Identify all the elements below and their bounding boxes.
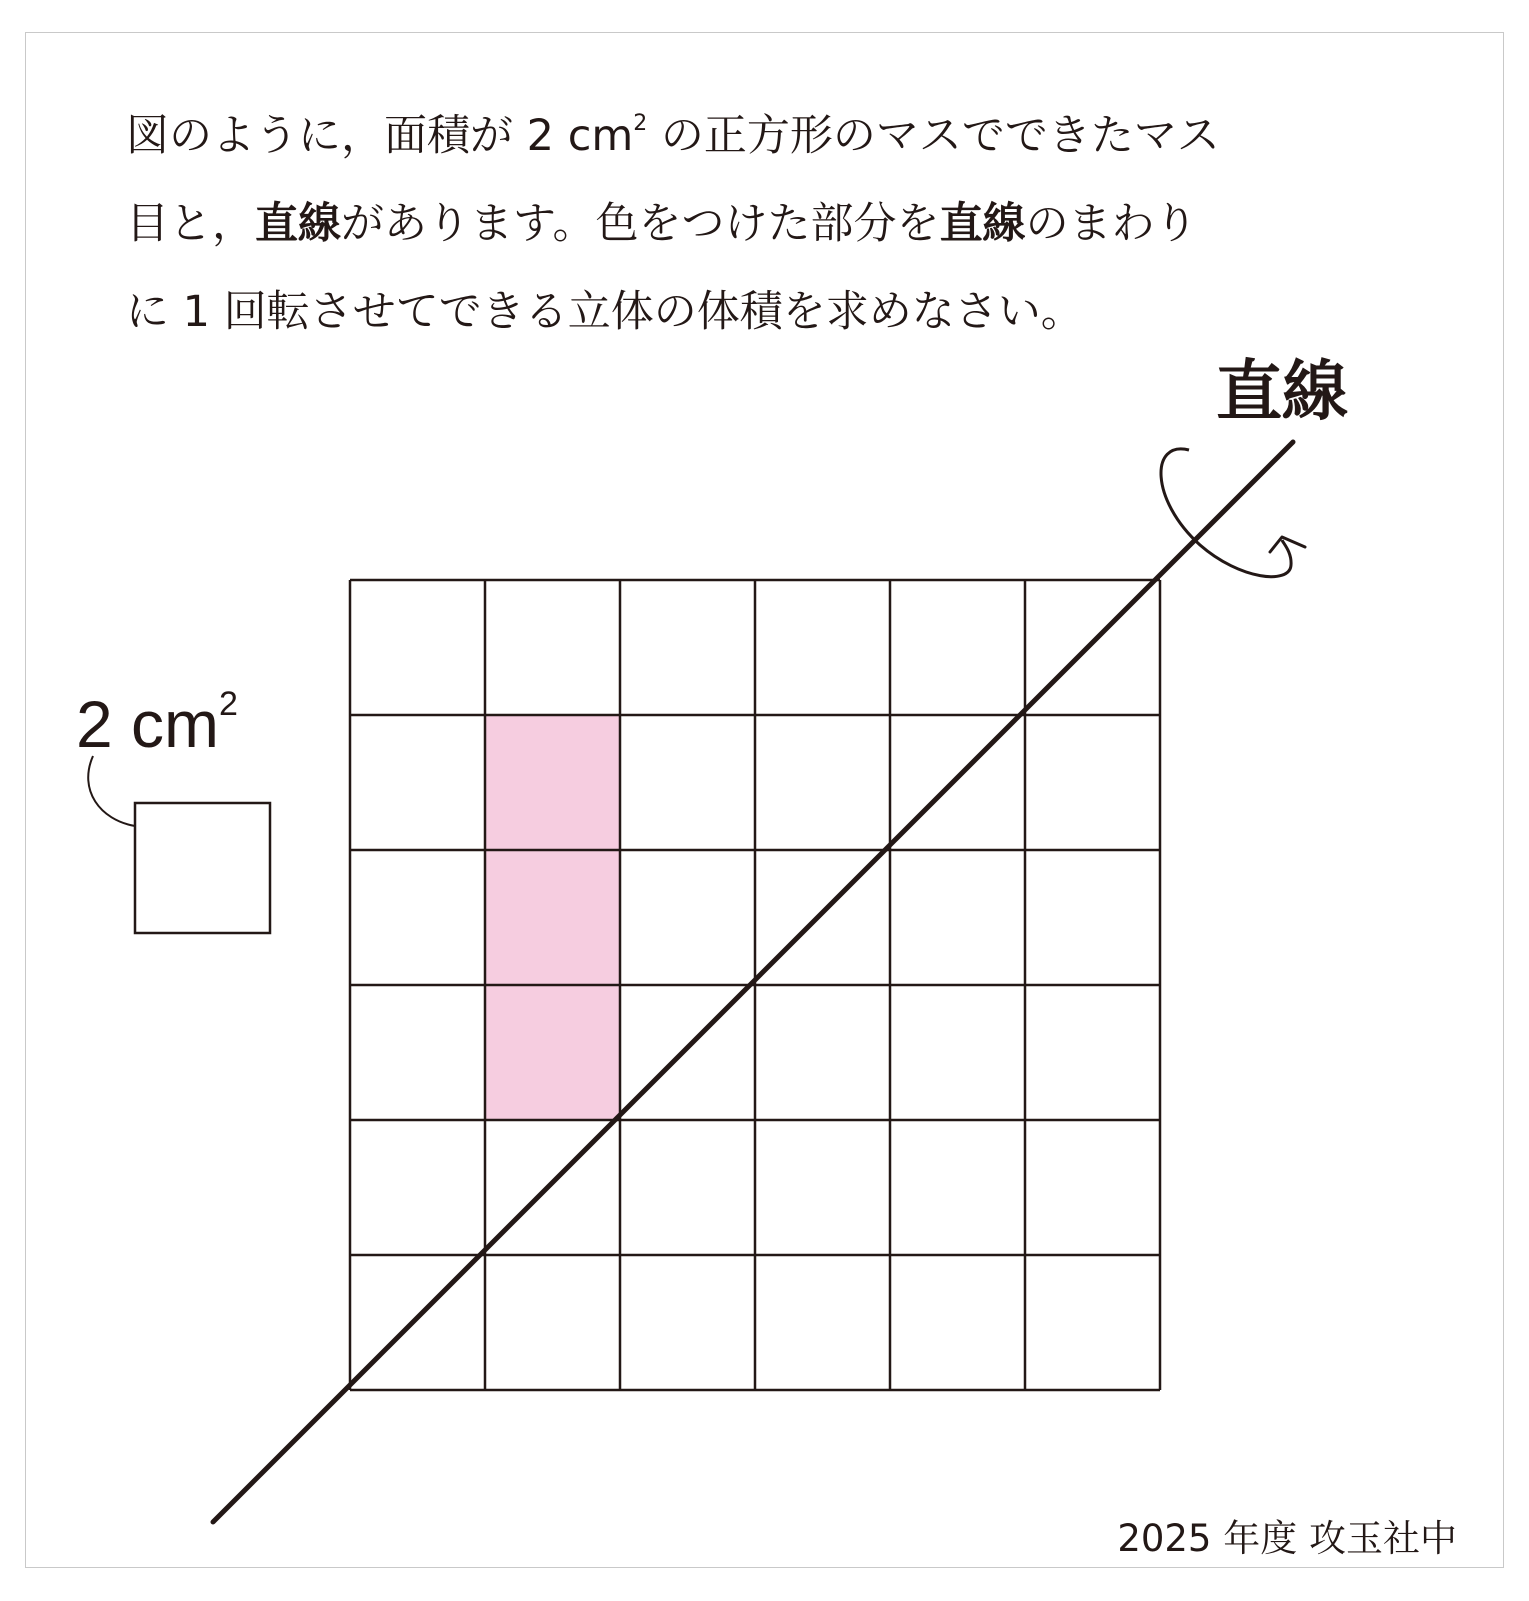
problem-line-3: に 1 回転させてできる立体の体積を求めなさい。 xyxy=(126,287,1084,337)
source-footer: 2025 年度 攻玉社中 xyxy=(1117,1517,1457,1560)
grid xyxy=(350,580,1160,1390)
problem-line-2: 目と，直線があります。色をつけた部分を直線のまわり xyxy=(126,199,1198,249)
rotation-axis-line xyxy=(213,442,1293,1522)
axis-label: 直線 xyxy=(1216,353,1348,430)
unit-square xyxy=(135,803,270,933)
shaded-cell xyxy=(485,850,620,985)
unit-square-label: 2 $cm^2$ xyxy=(76,685,238,761)
shaded-cell xyxy=(485,715,620,850)
problem-line-1: 図のように，面積が 2 $cm^2$ の正方形のマスでできたマス xyxy=(126,111,1220,161)
shaded-cell xyxy=(485,985,620,1120)
shaded-region xyxy=(485,715,620,1120)
unit-square-leader xyxy=(88,756,135,826)
